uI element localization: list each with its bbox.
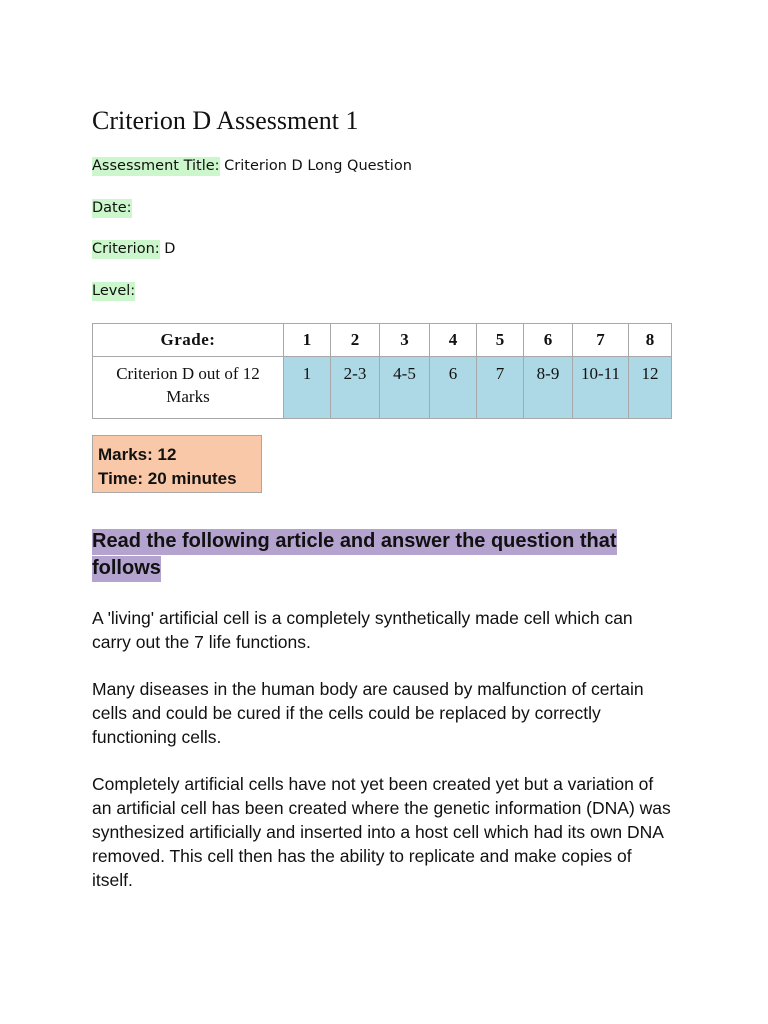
- instruction-text: Read the following article and answer the question that follows: [92, 529, 617, 582]
- marks-cell: 10-11: [573, 357, 629, 419]
- marks-cell: 2-3: [331, 357, 380, 419]
- article-paragraph: Completely artificial cells have not yet been created yet but a variation of an artificial cell has been created where the genetic information (DNA) was synthesized artificially and inserted into a host cell which had its own DNA removed. This cell then has the ability to replicate and make copies of itself.: [92, 774, 671, 890]
- time-limit: Time: 20 minutes: [98, 469, 237, 488]
- marks-cell: 4-5: [380, 357, 430, 419]
- grade-cell: 4: [430, 324, 477, 357]
- marks-row: [93, 357, 672, 419]
- level-label: Level:: [92, 283, 136, 299]
- assessment-title-value: Criterion D Long Question: [219, 158, 412, 174]
- marks-cell: 1: [284, 357, 331, 419]
- criterion-line: [92, 241, 175, 257]
- assessment-title-label: Assessment Title:: [92, 158, 220, 174]
- grade-table: [92, 323, 672, 419]
- assessment-title-line: [92, 158, 412, 174]
- article-paragraph: A 'living' artificial cell is a completely synthetically made cell which can carry out the 7 life functions.: [92, 608, 633, 652]
- marks-cell: 7: [477, 357, 524, 419]
- date-line: [92, 200, 132, 216]
- marks-cell: 6: [430, 357, 477, 419]
- date-label: Date:: [92, 200, 132, 216]
- page-title: Criterion D Assessment 1: [92, 106, 359, 135]
- marks-row-label: Criterion D out of 12 Marks: [93, 357, 284, 419]
- marks-total: Marks: 12: [98, 445, 177, 464]
- level-line: [92, 283, 135, 299]
- grade-cell: 2: [331, 324, 380, 357]
- marks-cell: 8-9: [524, 357, 573, 419]
- grade-cell: 5: [477, 324, 524, 357]
- grade-header-label: Grade:: [93, 324, 284, 357]
- article-paragraph: Many diseases in the human body are caused by malfunction of certain cells and could be cured if the cells could be replaced by correctly functioning cells.: [92, 679, 644, 747]
- grade-cell: 7: [573, 324, 629, 357]
- marks-cell: 12: [629, 357, 672, 419]
- instruction-heading: [92, 528, 652, 582]
- marks-time-box: [92, 435, 262, 493]
- criterion-label: Criterion:: [92, 241, 160, 257]
- criterion-value: D: [159, 241, 176, 257]
- grade-cell: 1: [284, 324, 331, 357]
- grade-cell: 8: [629, 324, 672, 357]
- grade-cell: 6: [524, 324, 573, 357]
- grade-cell: 3: [380, 324, 430, 357]
- grade-header-row: [93, 324, 672, 357]
